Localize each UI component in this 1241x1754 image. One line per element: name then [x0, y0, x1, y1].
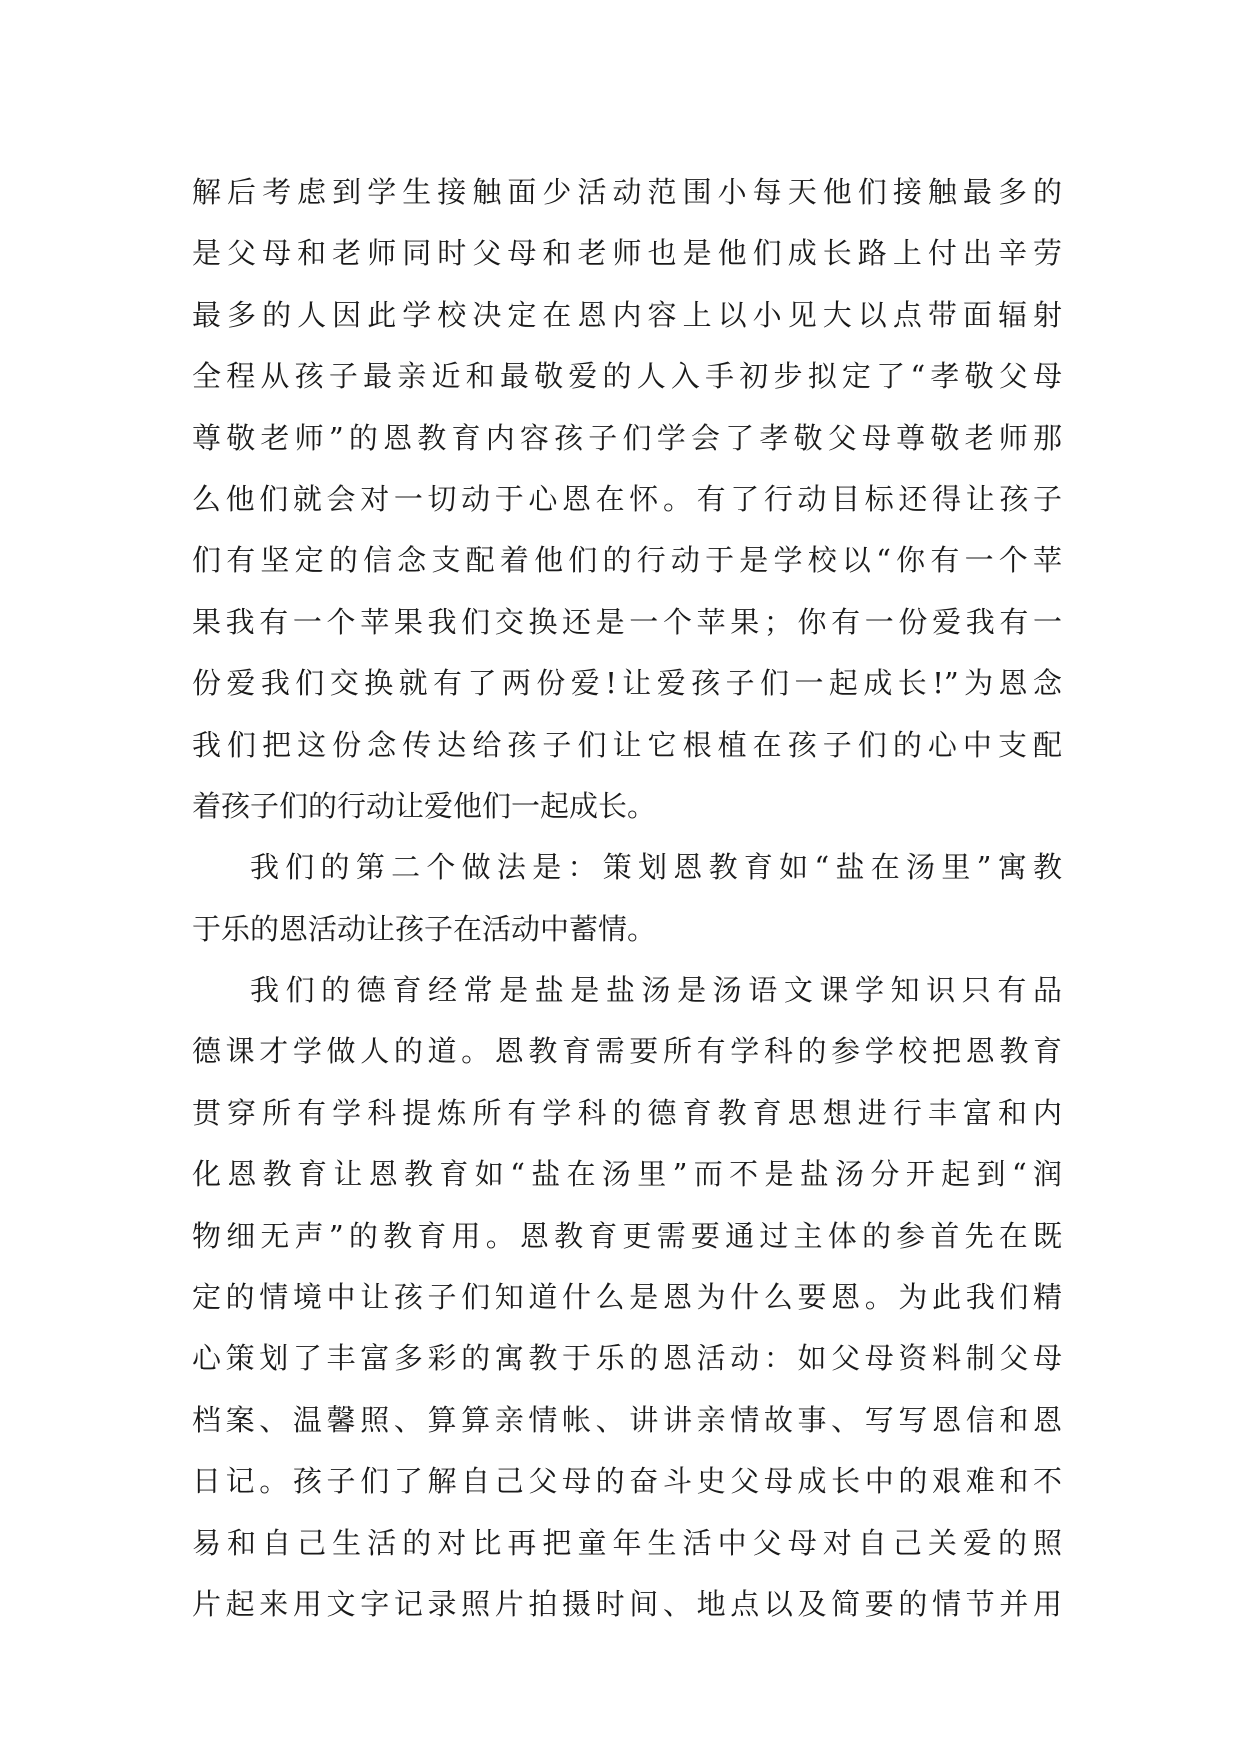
- text-line: 档案、温馨照、算算亲情帐、讲讲亲情故事、写写恩信和恩: [192, 1402, 1062, 1437]
- text-line: 果我有一个苹果我们交换还是一个苹果；你有一份爱我有一: [192, 604, 1062, 639]
- text-line: 心策划了丰富多彩的寓教于乐的恩活动：如父母资料制父母: [192, 1341, 1062, 1376]
- text-line: 贯穿所有学科提炼所有学科的德育教育思想进行丰富和内: [192, 1095, 1062, 1130]
- text-line: 解后考虑到学生接触面少活动范围小每天他们接触最多的: [192, 175, 1062, 209]
- body-text: [192, 162, 1062, 1635]
- text-line: 着孩子们的行动让爱他们一起成长。: [192, 788, 657, 823]
- text-line: 们有坚定的信念支配着他们的行动于是学校以“你有一个苹: [192, 543, 1062, 578]
- text-line: 物细无声”的教育用。恩教育更需要通过主体的参首先在既: [192, 1218, 1062, 1253]
- text-line: 是父母和老师同时父母和老师也是他们成长路上付出辛劳: [192, 236, 1062, 271]
- text-line: 份爱我们交换就有了两份爱!让爱孩子们一起成长!”为恩念: [192, 666, 1062, 701]
- text-line: 片起来用文字记录照片拍摄时间、地点以及简要的情节并用: [192, 1586, 1062, 1621]
- text-line: 最多的人因此学校决定在恩内容上以小见大以点带面辐射: [192, 297, 1062, 332]
- paragraph-first-line: 我们的德育经常是盐是盐汤是汤语文课学知识只有品: [250, 973, 1062, 1008]
- text-line: 我们把这份念传达给孩子们让它根植在孩子们的心中支配: [192, 727, 1062, 762]
- text-line: 全程从孩子最亲近和最敬爱的人入手初步拟定了“孝敬父母: [192, 359, 1062, 394]
- text-line: 于乐的恩活动让孩子在活动中蓄情。: [192, 911, 657, 946]
- text-line: 定的情境中让孩子们知道什么是恩为什么要恩。为此我们精: [192, 1280, 1062, 1315]
- paragraph-first-line: 我们的第二个做法是：策划恩教育如“盐在汤里”寓教: [250, 850, 1062, 885]
- text-line: 日记。孩子们了解自己父母的奋斗史父母成长中的艰难和不: [192, 1464, 1062, 1499]
- text-line: 尊敬老师”的恩教育内容孩子们学会了孝敬父母尊敬老师那: [192, 420, 1062, 455]
- text-line: 易和自己生活的对比再把童年生活中父母对自己关爱的照: [192, 1525, 1062, 1560]
- text-line: 德课才学做人的道。恩教育需要所有学科的参学校把恩教育: [192, 1034, 1062, 1069]
- text-line: 化恩教育让恩教育如“盐在汤里”而不是盐汤分开起到“润: [192, 1157, 1062, 1192]
- text-line: 么他们就会对一切动于心恩在怀。有了行动目标还得让孩子: [192, 481, 1062, 516]
